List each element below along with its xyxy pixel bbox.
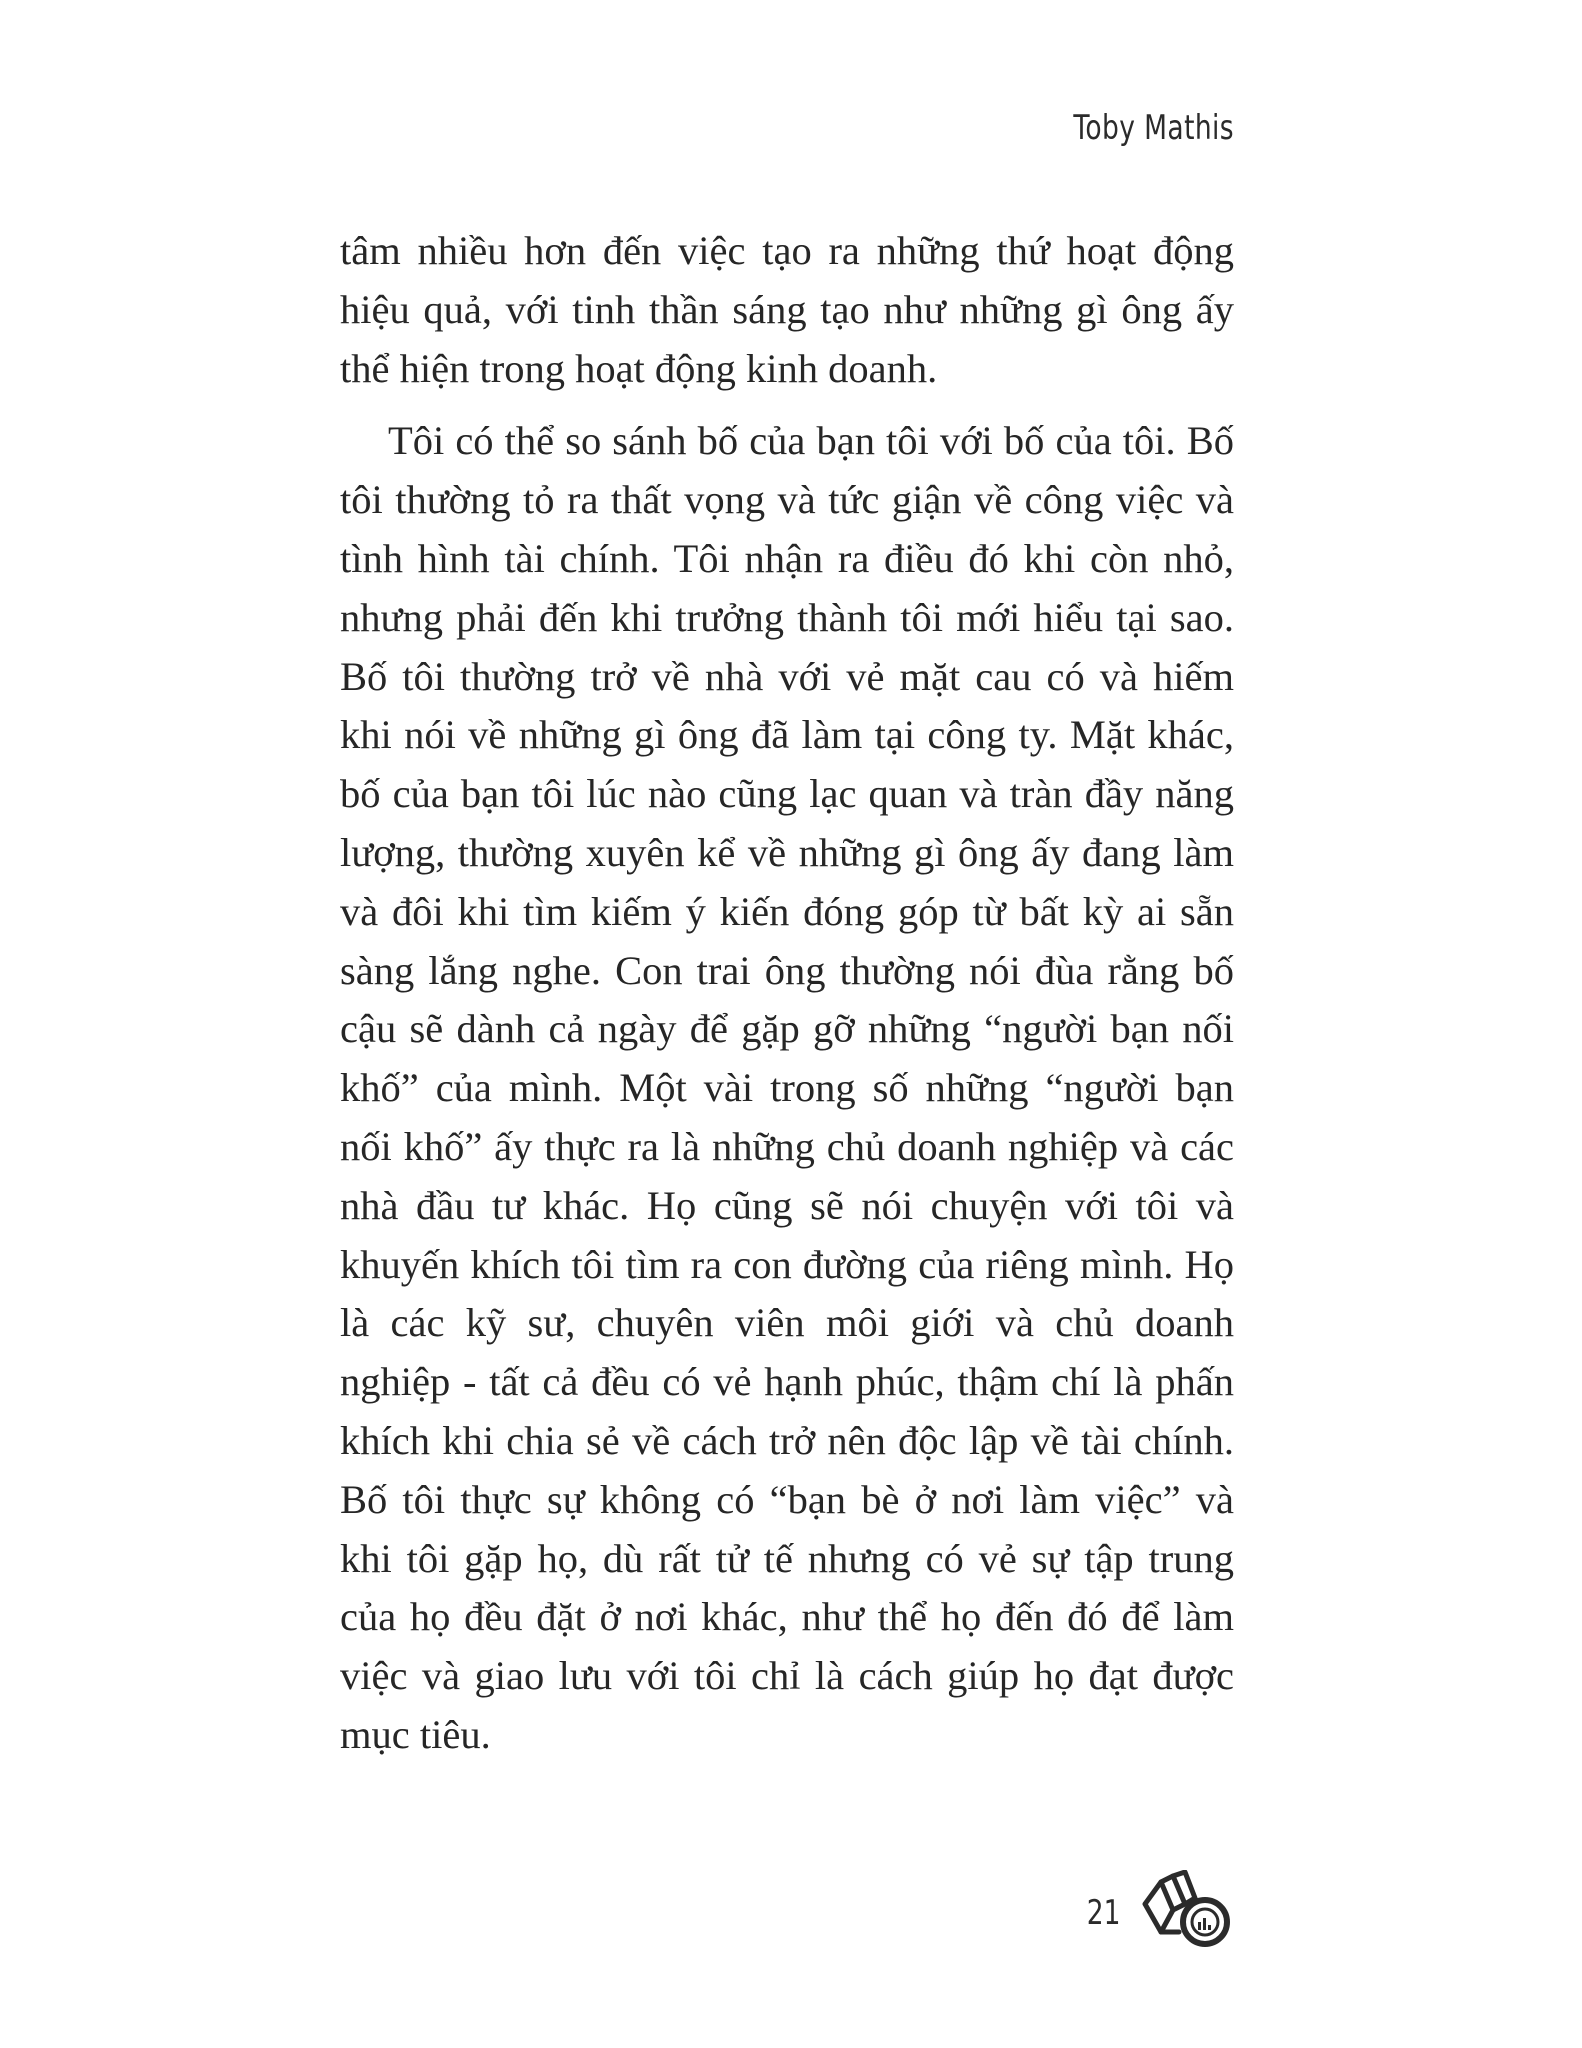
publisher-logo-icon: [1139, 1870, 1235, 1950]
running-head-author: Toby Mathis: [1073, 108, 1234, 148]
body-text: [340, 222, 1234, 1765]
page-footer: [1082, 1870, 1235, 1950]
page-number: 21: [1086, 1893, 1121, 1933]
paragraph: Tôi có thể so sánh bố của bạn tôi với bố của tôi. Bố tôi thường tỏ ra thất vọng và tức giận về công việc và tình hình tài chính. Tôi nhận ra điều đó khi còn nhỏ, nhưng phải đến khi trưởng thành tôi mới hiểu tại sao. Bố tôi thường trở về nhà với vẻ mặt cau có và hiếm khi nói về những gì ông đã làm tại công ty. Mặt khác, bố của bạn tôi lúc nào cũng lạc quan và tràn đầy năng lượng, thường xuyên kể về những gì ông ấy đang làm và đôi khi tìm kiếm ý kiến đóng góp từ bất kỳ ai sẵn sàng lắng nghe. Con trai ông thường nói đùa rằng bố cậu sẽ dành cả ngày để gặp gỡ những “người bạn nối khố” của mình. Một vài trong số những “người bạn nối khố” ấy thực ra là những chủ doanh nghiệp và các nhà đầu tư khác. Họ cũng sẽ nói chuyện với tôi và khuyến khích tôi tìm ra con đường của riêng mình. Họ là các kỹ sư, chuyên viên môi giới và chủ doanh nghiệp - tất cả đều có vẻ hạnh phúc, thậm chí là phấn khích khi chia sẻ về cách trở nên độc lập về tài chính. Bố tôi thực sự không có “bạn bè ở nơi làm việc” và khi tôi gặp họ, dù rất tử tế nhưng có vẻ sự tập trung của họ đều đặt ở nơi khác, như thể họ đến đó để làm việc và giao lưu với tôi chỉ là cách giúp họ đạt được mục tiêu.: [340, 418, 1234, 1757]
paragraph: tâm nhiều hơn đến việc tạo ra những thứ hoạt động hiệu quả, với tinh thần sáng tạo như những gì ông ấy thể hiện trong hoạt động kinh doanh.: [340, 228, 1234, 391]
